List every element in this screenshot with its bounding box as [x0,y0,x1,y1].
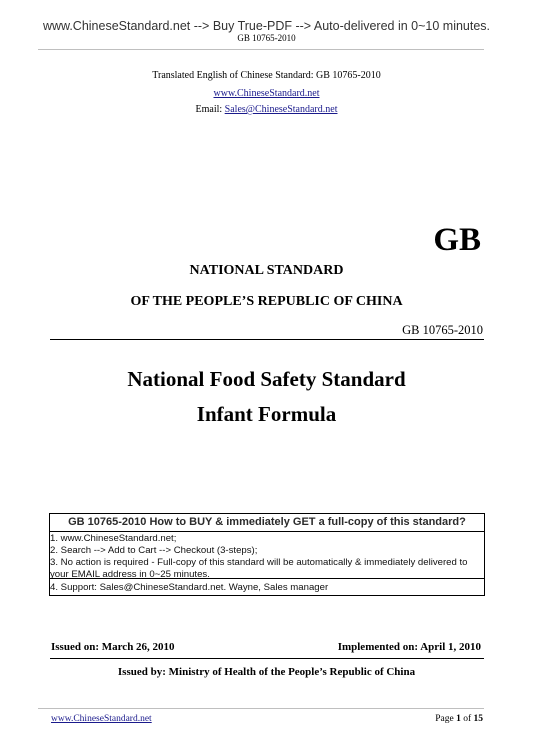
cover-divider [50,339,484,340]
buy-box-divider [50,531,484,532]
title-line-1: National Food Safety Standard [127,367,406,391]
gb-mark: GB [433,222,481,258]
buy-step-3: 3. No action is required - Full-copy of this standard will be automatically & immediately delivered to [50,557,468,568]
issue-divider [50,658,484,659]
page-current: 1 [456,714,461,724]
issued-on-date: Issued on: March 26, 2010 [51,641,175,653]
footer-divider [38,708,484,709]
issued-by: Issued by: Ministry of Health of the People’s Republic of China [117,666,416,678]
header-doc-number: GB 10765-2010 [237,33,296,43]
email-link[interactable]: Sales@ChineseStandard.net [224,104,338,115]
buy-info-box [49,513,485,596]
republic-heading: OF THE PEOPLE’S REPUBLIC OF CHINA [130,294,403,309]
page-prefix: Page [435,714,457,724]
buy-step-2: 2. Search --> Add to Cart --> Checkout (3-steps); [50,545,258,556]
site-link[interactable]: www.ChineseStandard.net [213,88,320,99]
header-divider [38,49,484,50]
title-line-2: Infant Formula [196,402,337,426]
buy-box-heading: GB 10765-2010 How to BUY & immediately GET a full-copy of this standard? [68,516,466,528]
email-line [0,104,533,115]
page-indicator [435,714,483,724]
implemented-on-date: Implemented on: April 1, 2010 [337,641,481,653]
translated-note: Translated English of Chinese Standard: GB 10765-2010 [152,70,381,81]
footer-site-link[interactable]: www.ChineseStandard.net [51,714,152,724]
top-banner: www.ChineseStandard.net --> Buy True-PDF --> Auto-delivered in 0~10 minutes. [42,19,491,33]
buy-box-divider-2 [50,578,484,579]
buy-step-4: 4. Support: Sales@ChineseStandard.net. Wayne, Sales manager [50,582,329,593]
page-total: 15 [473,714,483,724]
email-label: Email: [195,104,225,115]
doc-number: GB 10765-2010 [402,323,483,337]
buy-step-1[interactable]: 1. www.ChineseStandard.net; [50,533,177,544]
page-mid: of [460,714,474,724]
buy-step-3-cont: your EMAIL address in 0~25 minutes. [50,569,210,580]
national-standard-heading: NATIONAL STANDARD [189,263,344,278]
